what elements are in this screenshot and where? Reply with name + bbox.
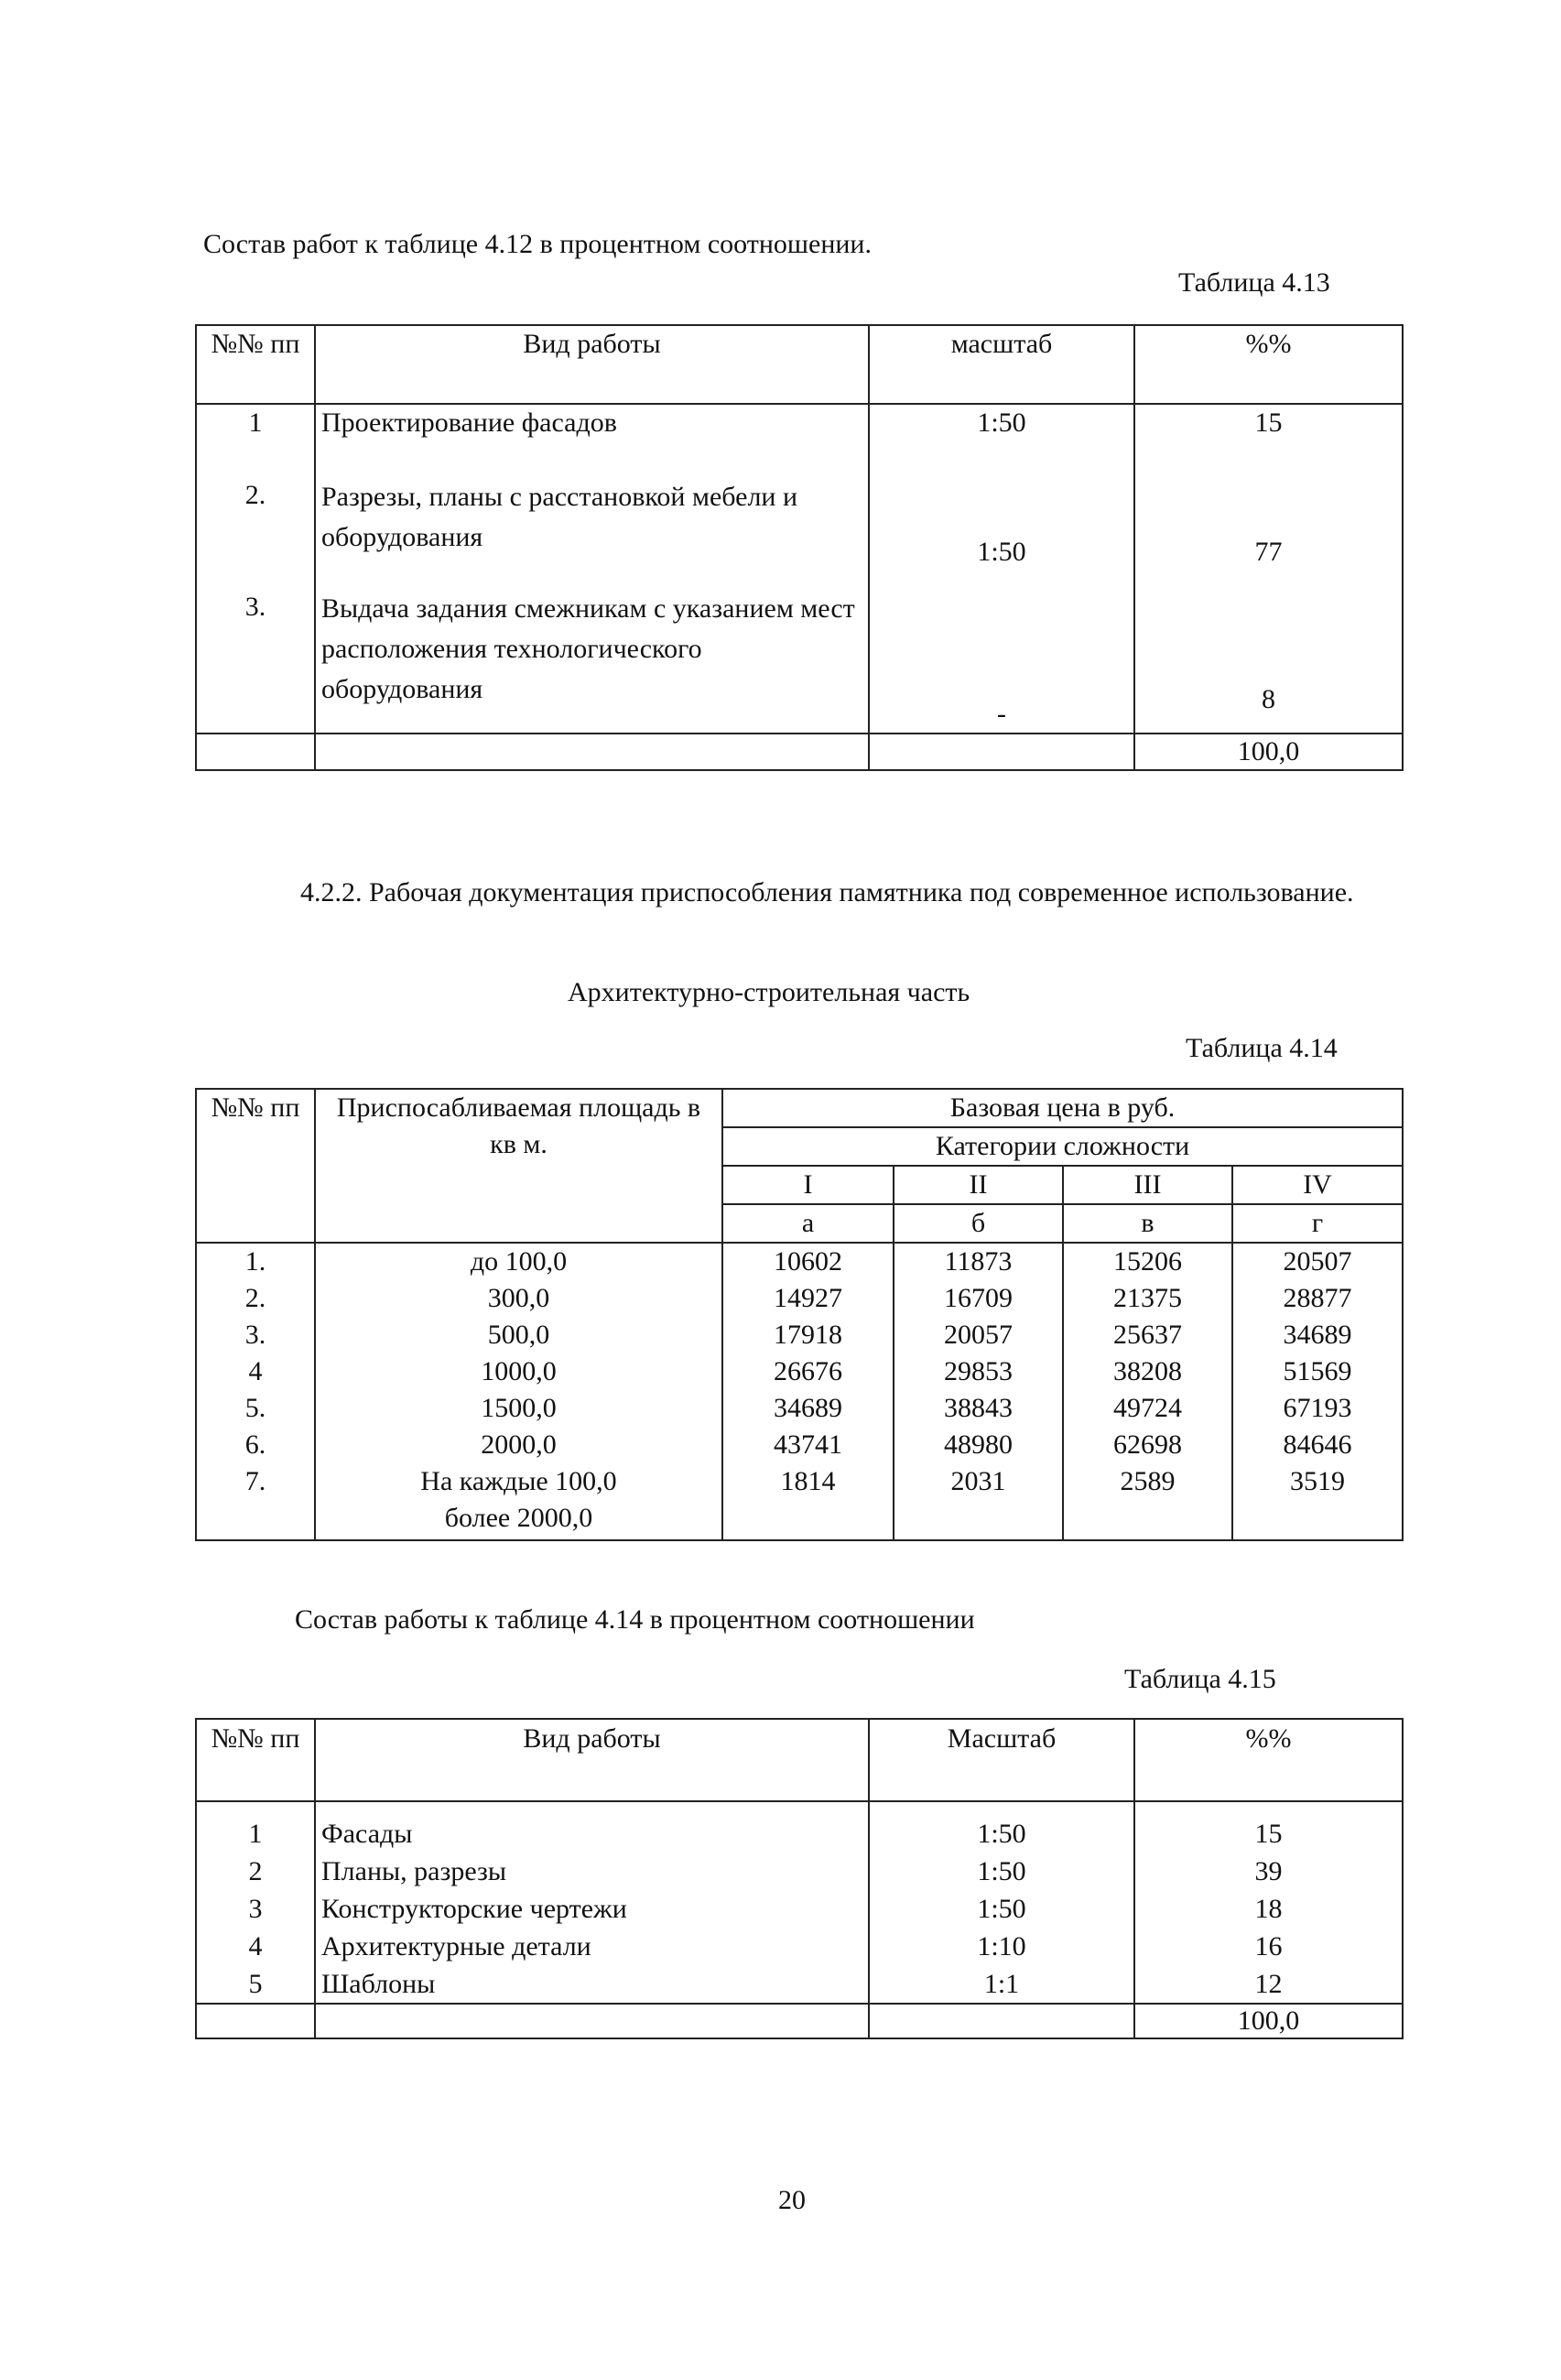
row-scale: 1:50 xyxy=(869,1890,1134,1928)
row-value: 10602 xyxy=(722,1243,894,1280)
row-value: 67193 xyxy=(1232,1390,1403,1427)
row-area: до 100,0 xyxy=(315,1243,722,1280)
row-value: 16709 xyxy=(894,1280,1063,1317)
row-area: 300,0 xyxy=(315,1280,722,1317)
row-value: 51569 xyxy=(1232,1353,1403,1390)
row-value: 62698 xyxy=(1063,1427,1232,1463)
table-4-15 xyxy=(195,1718,1404,2039)
row-num: 7. xyxy=(196,1463,315,1540)
row-value: 48980 xyxy=(894,1427,1063,1463)
row-value: 3519 xyxy=(1232,1463,1403,1540)
header-base-price: Базовая цена в руб. xyxy=(722,1089,1403,1127)
row-area: 1000,0 xyxy=(315,1353,722,1390)
intro-table-4-15: Состав работы к таблице 4.14 в процентном соотношении xyxy=(295,1604,975,1635)
row-pct: 16 xyxy=(1134,1928,1403,1965)
section-4-2-2: 4.2.2. Рабочая документация приспособления памятника под современное использование. xyxy=(300,877,1354,907)
row-num: 1 xyxy=(196,1801,315,1853)
row-pct: 18 xyxy=(1134,1890,1403,1928)
table-4-14-label: Таблица 4.14 xyxy=(1186,1033,1338,1063)
row-num: 4 xyxy=(196,1928,315,1965)
row-work: Проектирование фасадов xyxy=(315,404,869,468)
row-num: 1 xyxy=(196,404,315,468)
row-value: 84646 xyxy=(1232,1427,1403,1463)
total-cell: 100,0 xyxy=(1134,734,1403,770)
header-num: №№ пп xyxy=(196,1719,315,1801)
header-work: Вид работы xyxy=(315,1719,869,1801)
category-1: I xyxy=(722,1166,894,1204)
row-num: 3. xyxy=(196,1317,315,1353)
row-work: Разрезы, планы с расстановкой мебели и оборудования xyxy=(315,468,869,578)
row-num: 2. xyxy=(196,468,315,578)
header-work: Вид работы xyxy=(315,325,869,404)
header-scale: Масштаб xyxy=(869,1719,1134,1801)
row-num: 2. xyxy=(196,1280,315,1317)
header-pct: %% xyxy=(1134,1719,1403,1801)
row-pct: 15 xyxy=(1134,404,1403,468)
header-num: №№ пп xyxy=(196,325,315,404)
row-pct: 15 xyxy=(1134,1801,1403,1853)
row-pct: 8 xyxy=(1134,578,1403,734)
row-work: Фасады xyxy=(315,1801,869,1853)
row-scale: 1:50 xyxy=(869,1801,1134,1853)
row-value: 20057 xyxy=(894,1317,1063,1353)
table-4-14 xyxy=(195,1088,1404,1541)
row-work: Конструкторские чертежи xyxy=(315,1890,869,1928)
row-value: 49724 xyxy=(1063,1390,1232,1427)
intro-table-4-13: Состав работ к таблице 4.12 в процентном соотношении. xyxy=(203,229,872,259)
table-4-13-label: Таблица 4.13 xyxy=(1178,267,1330,298)
row-area: На каждые 100,0 более 2000,0 xyxy=(315,1463,722,1540)
row-value: 28877 xyxy=(1232,1280,1403,1317)
row-area: 500,0 xyxy=(315,1317,722,1353)
row-num: 6. xyxy=(196,1427,315,1463)
row-scale: 1:10 xyxy=(869,1928,1134,1965)
row-value: 17918 xyxy=(722,1317,894,1353)
header-area: Приспосабливаемая площадь в кв м. xyxy=(315,1089,722,1243)
row-work: Архитектурные детали xyxy=(315,1928,869,1965)
row-scale: 1:1 xyxy=(869,1965,1134,2004)
table-4-13 xyxy=(195,324,1404,771)
row-area: 2000,0 xyxy=(315,1427,722,1463)
row-scale: 1:50 xyxy=(869,1853,1134,1890)
row-value: 26676 xyxy=(722,1353,894,1390)
row-value: 38208 xyxy=(1063,1353,1232,1390)
header-scale: масштаб xyxy=(869,325,1134,404)
row-pct: 77 xyxy=(1134,468,1403,578)
header-pct: %% xyxy=(1134,325,1403,404)
row-value: 29853 xyxy=(894,1353,1063,1390)
row-num: 5 xyxy=(196,1965,315,2004)
row-work: Планы, разрезы xyxy=(315,1853,869,1890)
total-cell: 100,0 xyxy=(1134,2004,1403,2038)
row-num: 3 xyxy=(196,1890,315,1928)
header-category: Категории сложности xyxy=(722,1127,1403,1166)
category-3: III xyxy=(1063,1166,1232,1204)
row-value: 2031 xyxy=(894,1463,1063,1540)
row-value: 34689 xyxy=(1232,1317,1403,1353)
row-scale: 1:50 xyxy=(869,468,1134,578)
letter-g: г xyxy=(1232,1204,1403,1243)
row-value: 2589 xyxy=(1063,1463,1232,1540)
row-num: 1. xyxy=(196,1243,315,1280)
row-value: 11873 xyxy=(894,1243,1063,1280)
category-2: II xyxy=(894,1166,1063,1204)
row-value: 38843 xyxy=(894,1390,1063,1427)
row-value: 1814 xyxy=(722,1463,894,1540)
row-work: Шаблоны xyxy=(315,1965,869,2004)
row-num: 4 xyxy=(196,1353,315,1390)
row-scale: - xyxy=(869,578,1134,734)
row-num: 3. xyxy=(196,578,315,734)
row-value: 14927 xyxy=(722,1280,894,1317)
row-num: 5. xyxy=(196,1390,315,1427)
row-value: 34689 xyxy=(722,1390,894,1427)
row-value: 43741 xyxy=(722,1427,894,1463)
header-num: №№ пп xyxy=(196,1089,315,1243)
row-area: 1500,0 xyxy=(315,1390,722,1427)
letter-v: в xyxy=(1063,1204,1232,1243)
letter-b: б xyxy=(894,1204,1063,1243)
row-value: 20507 xyxy=(1232,1243,1403,1280)
page-number: 20 xyxy=(778,2185,806,2215)
row-pct: 12 xyxy=(1134,1965,1403,2004)
row-value: 21375 xyxy=(1063,1280,1232,1317)
row-num: 2 xyxy=(196,1853,315,1890)
row-value: 15206 xyxy=(1063,1243,1232,1280)
row-pct: 39 xyxy=(1134,1853,1403,1890)
table-4-15-label: Таблица 4.15 xyxy=(1124,1664,1276,1694)
row-scale: 1:50 xyxy=(869,404,1134,468)
row-work: Выдача задания смежникам с указанием мест расположения технологического оборудования xyxy=(315,578,869,734)
subheading: Архитектурно-строительная часть xyxy=(568,977,970,1007)
letter-a: а xyxy=(722,1204,894,1243)
row-value: 25637 xyxy=(1063,1317,1232,1353)
category-4: IV xyxy=(1232,1166,1403,1204)
